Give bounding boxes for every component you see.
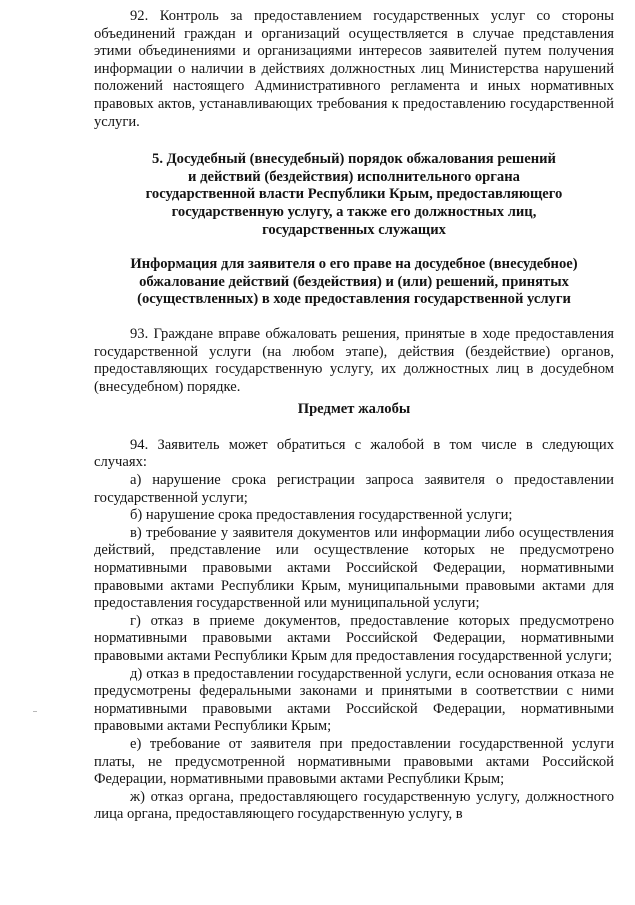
list-item-d: д) отказ в предоставлении государственной услуги, если основания отказа не предусмотрены федеральными законами и принятыми в соответствии с ними нормативными правовыми актами Российской Федерации, нормативными правовыми актами Республики Крым; <box>94 665 614 735</box>
list-item-zh: ж) отказ органа, предоставляющего государственную услугу, должностного лица органа, предоставляющего государственную услугу, в <box>94 788 614 823</box>
list-item-b: б) нарушение срока предоставления государственной услуги; <box>130 507 513 524</box>
info-heading <box>94 256 614 309</box>
list-item-a: а) нарушение срока регистрации запроса заявителя о предоставлении государственной услуги; <box>94 472 614 506</box>
list-item-g: г) отказ в приеме документов, предоставление которых предусмотрено нормативными правовыми актами Российской Федерации, нормативными правовыми актами Республики Крым для предоставления государственной услуги; <box>94 612 614 664</box>
list-item-v: в) требование у заявителя документов или информации либо осуществления действий, представление или осуществление которых не предусмотрено нормативными правовыми актами Российской Федерации, нормативными правовыми актами Республики Крым, муниципальными правовыми актами для предоставления государственной или муниципальной услуги; <box>94 524 614 612</box>
info-heading-line: Информация для заявителя о его праве на досудебное (внесудебное) <box>130 256 578 273</box>
section-heading-line: государственную услугу, а также его должностных лиц, <box>171 203 537 220</box>
list-item-e: е) требование от заявителя при предоставлении государственной услуги платы, не предусмотренной нормативными правовыми актами Российской Федерации, нормативными правовыми актами Республики Крым; <box>94 735 614 788</box>
info-heading-line: (осуществленных) в ходе предоставления государственной услуги <box>137 291 571 308</box>
subject-heading: Предмет жалобы <box>297 401 411 418</box>
document-page <box>94 8 614 824</box>
paragraph-92: 92. Контроль за предоставлением государственных услуг со стороны объединений граждан и организаций осуществляется в случае представления этими объединениями и организациями интересов заявителей путем получения информации о наличии в действиях должностных лиц Министерства нарушений положений настоящего Административного регламента и иных нормативных правовых актов, устанавливающих требования к предоставлению государственной услуги. <box>94 8 614 130</box>
section-5-heading <box>94 151 614 239</box>
paragraph-94: 94. Заявитель может обратиться с жалобой в том числе в следующих случаях: <box>94 436 614 471</box>
info-heading-line: обжалование действий (бездействия) и (или) решений, принятых <box>139 273 569 290</box>
paragraph-93: 93. Граждане вправе обжаловать решения, принятые в ходе предоставления государственной услуги (на любом этапе), действия (бездействие) органов, предоставляющих государственную услугу, их должностных лиц в досудебном (внесудебном) порядке. <box>94 325 614 395</box>
scan-speck <box>33 711 37 712</box>
section-heading-line: и действий (бездействия) исполнительного органа <box>188 168 520 185</box>
section-heading-line: 5. Досудебный (внесудебный) порядок обжалования решений <box>152 151 556 168</box>
section-heading-line: государственной власти Республики Крым, предоставляющего <box>145 186 563 203</box>
section-heading-line: государственных служащих <box>262 221 446 238</box>
